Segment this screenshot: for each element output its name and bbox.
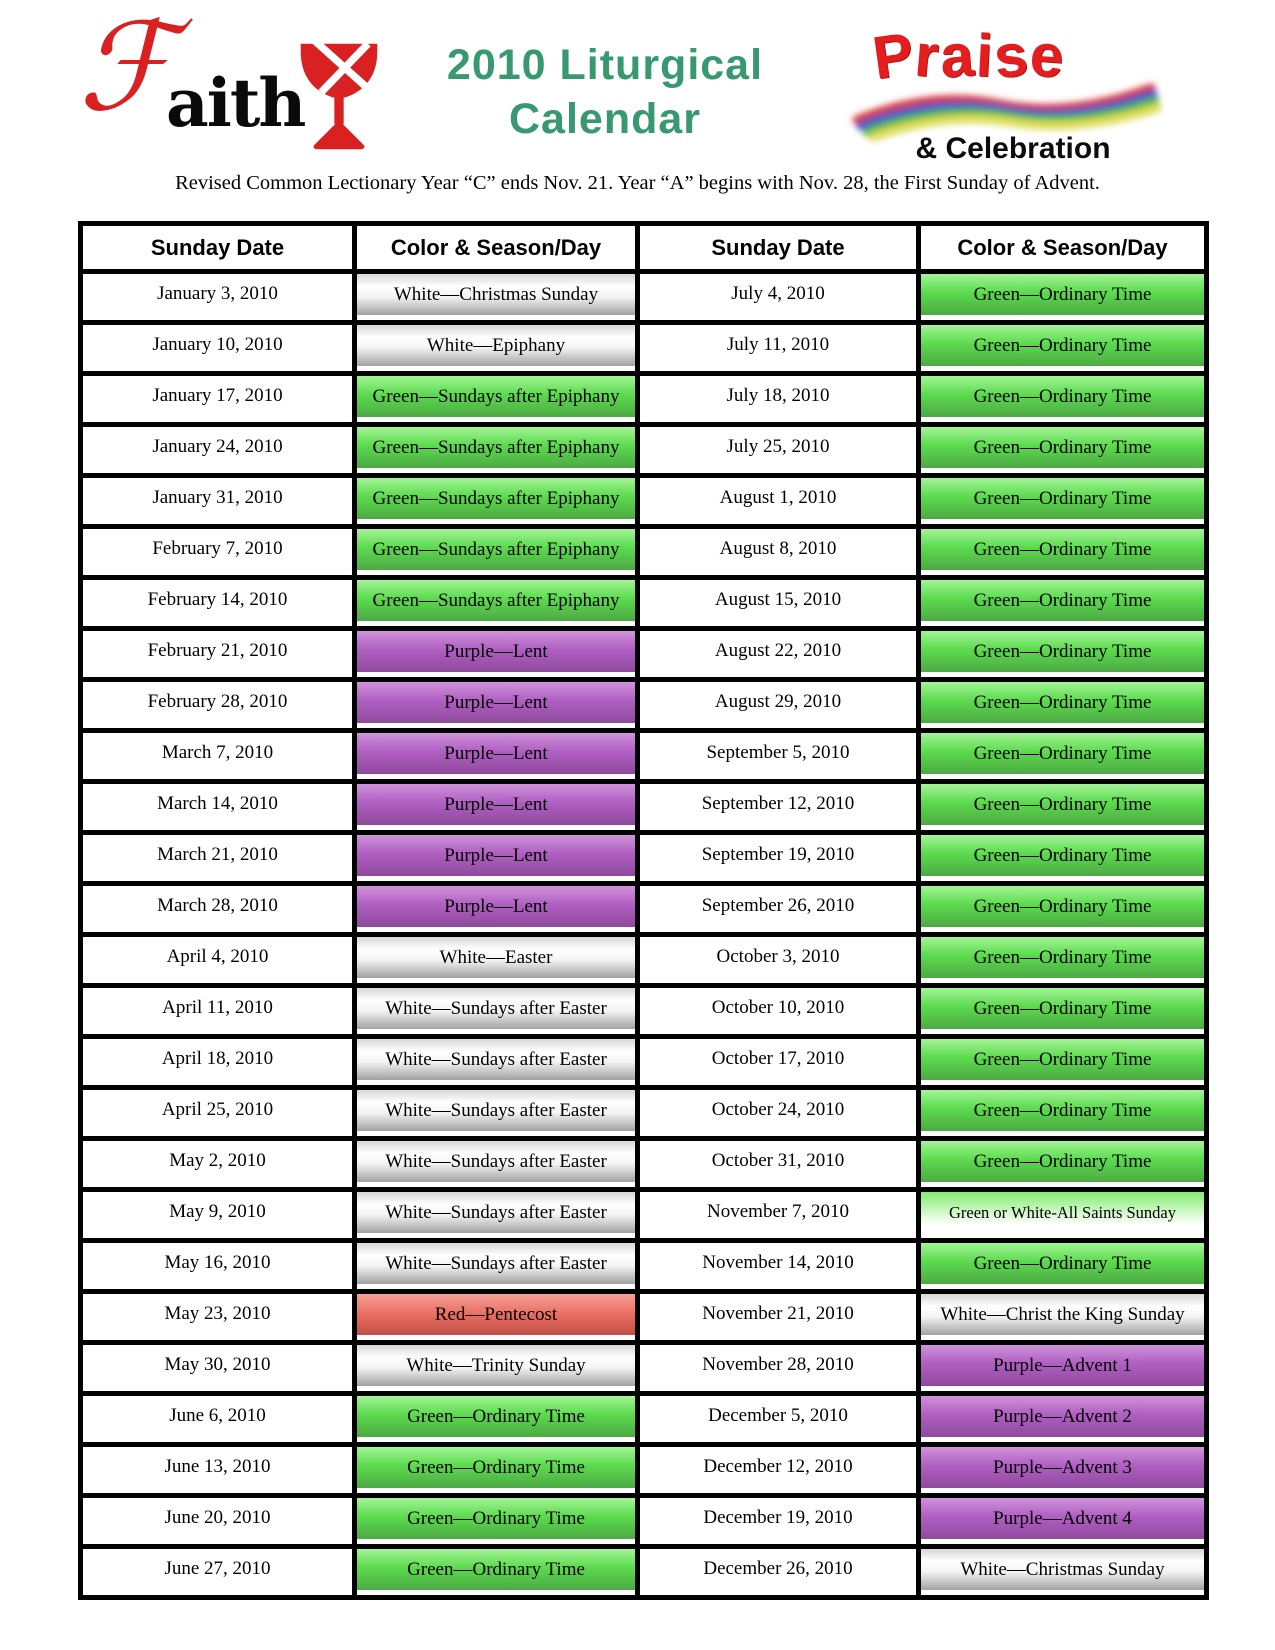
season-color-box: Green—Ordinary Time (921, 325, 1204, 366)
date-cell: December 5, 2010 (638, 1394, 919, 1445)
praise-logo-subtitle: & Celebration (915, 132, 1111, 165)
date-cell: September 26, 2010 (638, 884, 919, 935)
season-cell (355, 884, 638, 935)
column-header-sunday-date-2: Sunday Date (638, 224, 919, 272)
season-cell (919, 884, 1207, 935)
season-cell (919, 374, 1207, 425)
column-header-color-season-2: Color & Season/Day (919, 224, 1207, 272)
table-row (81, 1496, 1207, 1547)
praise-letter: e (1027, 20, 1068, 91)
season-color-box: Green—Sundays after Epiphany (357, 376, 635, 417)
table-row (81, 731, 1207, 782)
season-color-box: White—Sundays after Easter (357, 1192, 635, 1233)
season-cell (355, 1343, 638, 1394)
table-row (81, 1139, 1207, 1190)
praise-letter: P (868, 19, 920, 92)
season-color-box: Green—Ordinary Time (921, 682, 1204, 723)
season-color-box: Purple—Advent 3 (921, 1447, 1204, 1488)
season-color-box: White—Epiphany (357, 325, 635, 366)
table-row (81, 884, 1207, 935)
date-cell: March 21, 2010 (81, 833, 355, 884)
table-row (81, 1394, 1207, 1445)
season-cell (919, 527, 1207, 578)
season-color-box: Purple—Lent (357, 631, 635, 672)
season-cell (919, 323, 1207, 374)
date-cell: May 30, 2010 (81, 1343, 355, 1394)
date-cell: January 24, 2010 (81, 425, 355, 476)
page-title (385, 38, 825, 146)
season-color-box: Green—Ordinary Time (921, 478, 1204, 519)
season-cell (355, 1139, 638, 1190)
date-cell: November 28, 2010 (638, 1343, 919, 1394)
season-cell (355, 782, 638, 833)
season-cell (355, 935, 638, 986)
date-cell: July 4, 2010 (638, 272, 919, 323)
season-cell (919, 833, 1207, 884)
chalice-icon (296, 40, 382, 152)
table-row (81, 527, 1207, 578)
faith-logo (78, 0, 378, 163)
season-cell (355, 629, 638, 680)
date-cell: January 10, 2010 (81, 323, 355, 374)
season-cell (355, 425, 638, 476)
season-color-box: Green—Sundays after Epiphany (357, 427, 635, 468)
season-color-box: White—Sundays after Easter (357, 988, 635, 1029)
date-cell: November 14, 2010 (638, 1241, 919, 1292)
table-row (81, 272, 1207, 323)
date-cell: April 4, 2010 (81, 935, 355, 986)
season-cell (919, 1037, 1207, 1088)
date-cell: March 28, 2010 (81, 884, 355, 935)
season-color-box: Red—Pentecost (357, 1294, 635, 1335)
date-cell: April 18, 2010 (81, 1037, 355, 1088)
date-cell: September 5, 2010 (638, 731, 919, 782)
season-color-box: Purple—Lent (357, 784, 635, 825)
season-cell (919, 425, 1207, 476)
season-color-box: White—Sundays after Easter (357, 1090, 635, 1131)
table-row (81, 833, 1207, 884)
season-color-box: Green—Ordinary Time (921, 1243, 1204, 1284)
season-color-box: White—Sundays after Easter (357, 1243, 635, 1284)
season-cell (355, 1088, 638, 1139)
season-cell (355, 1037, 638, 1088)
date-cell: March 14, 2010 (81, 782, 355, 833)
season-cell (919, 1292, 1207, 1343)
season-color-box: White—Easter (357, 937, 635, 978)
season-cell (355, 1292, 638, 1343)
season-cell (355, 1394, 638, 1445)
season-cell (919, 1241, 1207, 1292)
table-row (81, 680, 1207, 731)
date-cell: January 17, 2010 (81, 374, 355, 425)
table-row (81, 1190, 1207, 1241)
calendar-table (78, 221, 1209, 1600)
season-color-box: Green—Ordinary Time (921, 1039, 1204, 1080)
season-color-box: Green—Ordinary Time (357, 1396, 635, 1437)
praise-letter: s (990, 20, 1034, 91)
table-row (81, 1241, 1207, 1292)
season-color-box: Green—Ordinary Time (921, 988, 1204, 1029)
season-cell (919, 1088, 1207, 1139)
season-color-box: White—Trinity Sunday (357, 1345, 635, 1386)
season-color-box: White—Christmas Sunday (357, 274, 635, 315)
season-cell (355, 527, 638, 578)
date-cell: August 22, 2010 (638, 629, 919, 680)
season-color-box: Purple—Lent (357, 733, 635, 774)
date-cell: November 21, 2010 (638, 1292, 919, 1343)
season-cell (919, 1496, 1207, 1547)
column-header-color-season-1: Color & Season/Day (355, 224, 638, 272)
season-cell (919, 1394, 1207, 1445)
date-cell: September 19, 2010 (638, 833, 919, 884)
date-cell: February 28, 2010 (81, 680, 355, 731)
date-cell: May 23, 2010 (81, 1292, 355, 1343)
date-cell: September 12, 2010 (638, 782, 919, 833)
praise-celebration-logo (845, 14, 1165, 174)
season-cell (355, 323, 638, 374)
date-cell: May 9, 2010 (81, 1190, 355, 1241)
season-cell (919, 1190, 1207, 1241)
table-row (81, 578, 1207, 629)
table-row (81, 935, 1207, 986)
season-color-box: Green or White-All Saints Sunday (921, 1192, 1204, 1233)
season-color-box: Green—Ordinary Time (921, 631, 1204, 672)
date-cell: August 15, 2010 (638, 578, 919, 629)
season-cell (919, 680, 1207, 731)
date-cell: August 29, 2010 (638, 680, 919, 731)
season-color-box: Green—Ordinary Time (921, 937, 1204, 978)
season-cell (355, 680, 638, 731)
table-row (81, 323, 1207, 374)
date-cell: June 27, 2010 (81, 1547, 355, 1598)
season-cell (919, 731, 1207, 782)
table-row (81, 629, 1207, 680)
date-cell: November 7, 2010 (638, 1190, 919, 1241)
calendar-table-body (81, 272, 1207, 1598)
praise-letter: i (974, 21, 997, 90)
date-cell: December 12, 2010 (638, 1445, 919, 1496)
season-cell (355, 833, 638, 884)
table-row (81, 1088, 1207, 1139)
season-color-box: Purple—Advent 4 (921, 1498, 1204, 1539)
season-color-box: Green—Ordinary Time (921, 886, 1204, 927)
date-cell: December 26, 2010 (638, 1547, 919, 1598)
header-row (81, 224, 1207, 272)
date-cell: June 13, 2010 (81, 1445, 355, 1496)
date-cell: March 7, 2010 (81, 731, 355, 782)
season-color-box: White—Christmas Sunday (921, 1549, 1204, 1590)
date-cell: August 1, 2010 (638, 476, 919, 527)
season-color-box: Green—Ordinary Time (921, 580, 1204, 621)
season-color-box: Purple—Advent 2 (921, 1396, 1204, 1437)
table-row (81, 1292, 1207, 1343)
season-cell (355, 731, 638, 782)
faith-logo-initial: ℱ (78, 0, 174, 138)
calendar-table-wrap (78, 221, 1204, 1600)
table-row (81, 476, 1207, 527)
table-row (81, 986, 1207, 1037)
table-row (81, 374, 1207, 425)
season-color-box: Green—Ordinary Time (921, 1090, 1204, 1131)
table-row (81, 1547, 1207, 1598)
season-cell (355, 1496, 638, 1547)
faith-logo-text: aith (166, 64, 305, 142)
season-cell (919, 986, 1207, 1037)
season-color-box: Green—Ordinary Time (921, 529, 1204, 570)
date-cell: July 11, 2010 (638, 323, 919, 374)
season-color-box: Green—Ordinary Time (357, 1549, 635, 1590)
season-cell (355, 578, 638, 629)
date-cell: October 24, 2010 (638, 1088, 919, 1139)
season-cell (355, 272, 638, 323)
date-cell: June 6, 2010 (81, 1394, 355, 1445)
season-cell (919, 272, 1207, 323)
season-cell (919, 476, 1207, 527)
season-cell (355, 1190, 638, 1241)
praise-letter: r (912, 21, 944, 90)
season-cell (919, 782, 1207, 833)
date-cell: July 25, 2010 (638, 425, 919, 476)
date-cell: October 31, 2010 (638, 1139, 919, 1190)
column-header-sunday-date-1: Sunday Date (81, 224, 355, 272)
season-color-box: Purple—Advent 1 (921, 1345, 1204, 1386)
season-cell (919, 1343, 1207, 1394)
season-color-box: Purple—Lent (357, 886, 635, 927)
date-cell: April 11, 2010 (81, 986, 355, 1037)
season-cell (919, 935, 1207, 986)
date-cell: May 16, 2010 (81, 1241, 355, 1292)
date-cell: October 3, 2010 (638, 935, 919, 986)
date-cell: April 25, 2010 (81, 1088, 355, 1139)
date-cell: August 8, 2010 (638, 527, 919, 578)
season-cell (355, 1241, 638, 1292)
date-cell: July 18, 2010 (638, 374, 919, 425)
season-color-box: Green—Sundays after Epiphany (357, 478, 635, 519)
season-color-box: Green—Ordinary Time (921, 784, 1204, 825)
season-cell (919, 1445, 1207, 1496)
praise-letter: a (938, 20, 979, 91)
table-row (81, 425, 1207, 476)
season-color-box: White—Sundays after Easter (357, 1039, 635, 1080)
season-color-box: Green—Ordinary Time (921, 376, 1204, 417)
date-cell: October 10, 2010 (638, 986, 919, 1037)
season-color-box: Green—Ordinary Time (921, 274, 1204, 315)
date-cell: June 20, 2010 (81, 1496, 355, 1547)
season-cell (919, 1139, 1207, 1190)
season-cell (355, 374, 638, 425)
season-color-box: Green—Ordinary Time (921, 1141, 1204, 1182)
season-color-box: Green—Sundays after Epiphany (357, 529, 635, 570)
season-cell (355, 476, 638, 527)
date-cell: February 21, 2010 (81, 629, 355, 680)
date-cell: May 2, 2010 (81, 1139, 355, 1190)
date-cell: December 19, 2010 (638, 1496, 919, 1547)
season-color-box: White—Sundays after Easter (357, 1141, 635, 1182)
date-cell: February 7, 2010 (81, 527, 355, 578)
table-row (81, 1343, 1207, 1394)
season-color-box: White—Christ the King Sunday (921, 1294, 1204, 1335)
date-cell: January 31, 2010 (81, 476, 355, 527)
page-title-line2: Calendar (508, 95, 701, 143)
page-title-line1: 2010 Liturgical (446, 41, 764, 89)
season-cell (919, 1547, 1207, 1598)
season-color-box: Purple—Lent (357, 682, 635, 723)
date-cell: January 3, 2010 (81, 272, 355, 323)
season-color-box: Green—Ordinary Time (921, 835, 1204, 876)
season-cell (355, 986, 638, 1037)
date-cell: October 17, 2010 (638, 1037, 919, 1088)
date-cell: February 14, 2010 (81, 578, 355, 629)
season-cell (919, 629, 1207, 680)
season-color-box: Purple—Lent (357, 835, 635, 876)
season-color-box: Green—Ordinary Time (921, 733, 1204, 774)
season-color-box: Green—Ordinary Time (921, 427, 1204, 468)
table-row (81, 1037, 1207, 1088)
season-color-box: Green—Ordinary Time (357, 1447, 635, 1488)
season-cell (919, 578, 1207, 629)
season-color-box: Green—Sundays after Epiphany (357, 580, 635, 621)
season-cell (355, 1547, 638, 1598)
season-color-box: Green—Ordinary Time (357, 1498, 635, 1539)
lectionary-note: Revised Common Lectionary Year “C” ends Nov. 21. Year “A” begins with Nov. 28, the First Sunday of Advent. (175, 172, 1100, 194)
table-row (81, 1445, 1207, 1496)
table-row (81, 782, 1207, 833)
season-cell (355, 1445, 638, 1496)
